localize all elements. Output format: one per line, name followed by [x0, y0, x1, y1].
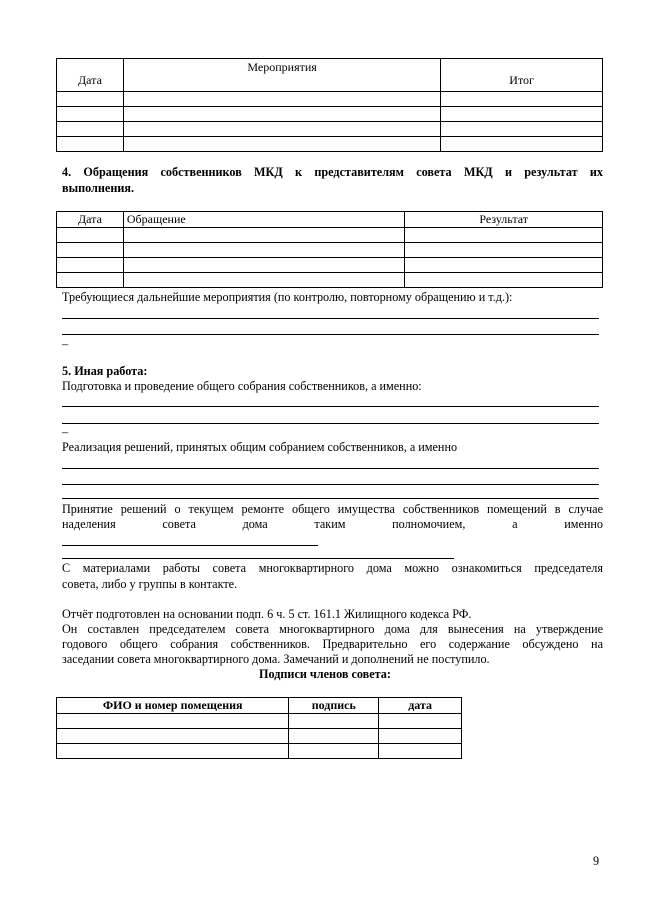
report-line: заседании совета многоквартирного дома. Замечаний и дополнений не поступило. [62, 652, 490, 666]
repair-word: наделения [62, 517, 116, 531]
table-cell[interactable] [289, 729, 379, 744]
fill-line[interactable] [62, 334, 599, 335]
repair-word: полномочием, [392, 517, 466, 531]
table-cell[interactable] [57, 137, 124, 152]
repair-words-line [62, 517, 603, 532]
signatures-table [56, 697, 462, 759]
table-cell[interactable] [441, 137, 603, 152]
table-row [57, 729, 462, 744]
table-row [57, 122, 603, 137]
table-cell[interactable] [57, 243, 124, 258]
header-signature: подпись [289, 698, 379, 714]
table-cell[interactable] [57, 228, 124, 243]
meeting-text: Подготовка и проведение общего собрания собственников, а именно: [62, 379, 422, 393]
table-header-row [57, 59, 603, 92]
section4-title: . Обращения собственников МКД к представителям совета МКД и результат их [68, 165, 603, 179]
fill-line[interactable] [62, 318, 599, 319]
table-cell[interactable] [379, 729, 462, 744]
header-appeal: Обращение [123, 212, 404, 228]
repair-word: таким [314, 517, 346, 531]
table-row [57, 137, 603, 152]
fill-line[interactable] [62, 545, 318, 546]
header-result: Результат [405, 212, 603, 228]
header-result: Итог [441, 59, 603, 92]
table-cell[interactable] [379, 744, 462, 759]
table-cell[interactable] [57, 729, 289, 744]
table-cell[interactable] [123, 92, 440, 107]
table-cell[interactable] [289, 714, 379, 729]
implementation-text: Реализация решений, принятых общим собранием собственников, а именно [62, 440, 458, 454]
table-row [57, 107, 603, 122]
table-header-row [57, 212, 603, 228]
materials-text-line2: совета, либо у группы в контакте. [62, 577, 238, 591]
appeals-table [56, 211, 603, 288]
table-cell[interactable] [57, 744, 289, 759]
dash-mark: – [62, 337, 69, 351]
table-header-row [57, 698, 462, 714]
table-cell[interactable] [123, 258, 404, 273]
fill-line[interactable] [62, 423, 599, 424]
table-cell[interactable] [57, 714, 289, 729]
repair-word: совета [162, 517, 196, 531]
materials-text: С материалами работы совета многоквартирного дома можно ознакомиться председателя [62, 561, 603, 575]
table-row [57, 273, 603, 288]
table-cell[interactable] [57, 92, 124, 107]
section4-heading-line2: выполнения. [62, 181, 135, 195]
report-line: Отчёт подготовлен на основании подп. 6 ч. 5 ст. 161.1 Жилищного кодекса РФ. [62, 607, 472, 621]
table-cell[interactable] [123, 122, 440, 137]
section4-number: 4 [62, 165, 69, 179]
header-name-room: ФИО и номер помещения [57, 698, 289, 714]
report-line: Он составлен председателем совета многоквартирного дома для вынесения на утверждение [62, 622, 603, 636]
header-date: Дата [57, 59, 124, 92]
table-cell[interactable] [57, 273, 124, 288]
table-cell[interactable] [123, 107, 440, 122]
fill-line[interactable] [62, 484, 599, 485]
table-cell[interactable] [405, 273, 603, 288]
table-row [57, 714, 462, 729]
signatures-title: Подписи членов совета: [259, 667, 391, 681]
further-actions-text: Требующиеся дальнейшие мероприятия (по контролю, повторному обращению и т.д.): [62, 290, 513, 304]
repair-word: а [512, 517, 518, 531]
table-cell[interactable] [123, 273, 404, 288]
table-cell[interactable] [57, 122, 124, 137]
activities-table [56, 58, 603, 152]
table-row [57, 228, 603, 243]
section5-heading: 5. Иная работа: [62, 364, 148, 378]
table-cell[interactable] [57, 107, 124, 122]
header-activities: Мероприятия [123, 59, 440, 92]
fill-line[interactable] [62, 558, 454, 559]
fill-line[interactable] [62, 498, 599, 499]
table-cell[interactable] [405, 228, 603, 243]
repair-text: Принятие решений о текущем ремонте общего имущества собственников помещений в случае [62, 502, 603, 516]
fill-line[interactable] [62, 406, 599, 407]
table-cell[interactable] [289, 744, 379, 759]
section4-heading [62, 165, 603, 180]
table-row [57, 744, 462, 759]
table-cell[interactable] [379, 714, 462, 729]
table-cell[interactable] [57, 258, 124, 273]
header-date: дата [379, 698, 462, 714]
table-cell[interactable] [441, 92, 603, 107]
table-cell[interactable] [405, 258, 603, 273]
repair-word: именно [564, 517, 603, 531]
table-cell[interactable] [123, 137, 440, 152]
table-cell[interactable] [405, 243, 603, 258]
table-row [57, 243, 603, 258]
dash-mark: – [62, 425, 69, 439]
table-cell[interactable] [441, 107, 603, 122]
table-cell[interactable] [441, 122, 603, 137]
table-row [57, 92, 603, 107]
header-date: Дата [57, 212, 124, 228]
page-number: 9 [593, 854, 600, 868]
fill-line[interactable] [62, 468, 599, 469]
table-cell[interactable] [123, 243, 404, 258]
table-row [57, 258, 603, 273]
report-line: годового общего собрания собственников. Предварительно его содержание обсуждено на [62, 637, 603, 651]
repair-word: дома [242, 517, 268, 531]
table-cell[interactable] [123, 228, 404, 243]
